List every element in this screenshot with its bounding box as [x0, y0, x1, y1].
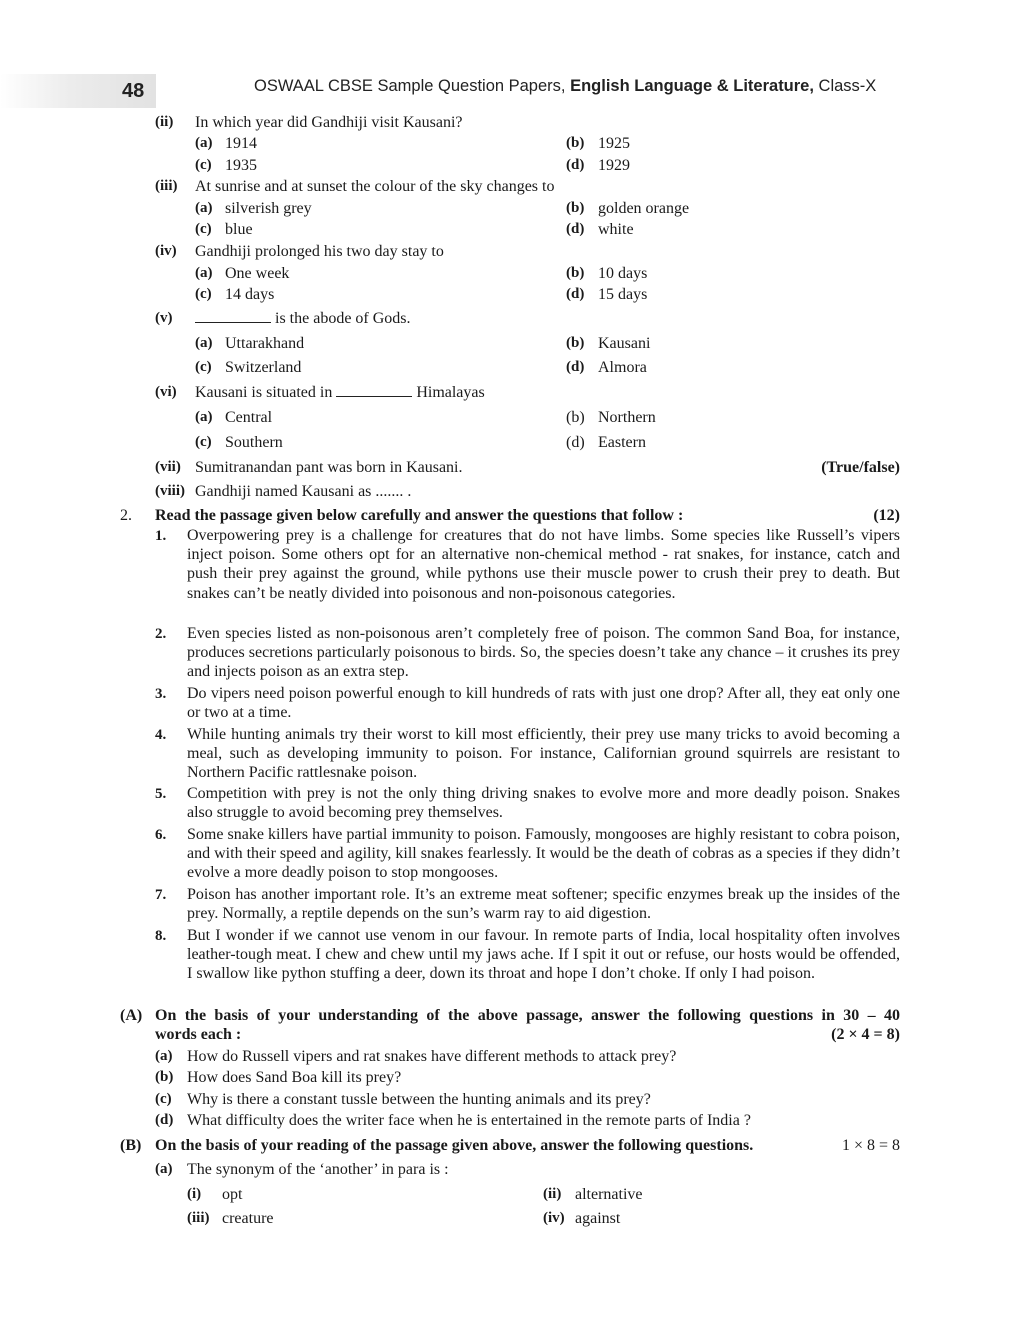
question-text: Sumitranandan pant was born in Kausani. [195, 459, 463, 476]
question-label: (ii) [155, 114, 174, 130]
fill-in-blank [195, 309, 271, 323]
option-label: (a) [195, 200, 213, 216]
option-text: blue [225, 221, 253, 238]
option-label: (d) [566, 359, 585, 375]
paragraph-number: 3. [155, 686, 167, 702]
option-label: (i) [187, 1186, 202, 1202]
option-text: Southern [225, 434, 283, 451]
option-label: (a) [195, 135, 213, 151]
question-text: At sunrise and at sunset the colour of the sky changes to [195, 178, 555, 195]
subquestion-label: (a) [155, 1048, 173, 1064]
option-label: (iv) [543, 1210, 565, 1226]
question-label: (viii) [155, 483, 185, 499]
question-number: 2. [120, 507, 132, 524]
option-text: silverish grey [225, 200, 312, 217]
question-text: Himalayas [416, 384, 485, 401]
option-text: Central [225, 409, 273, 426]
option-text: against [575, 1210, 621, 1227]
option-label: (a) [195, 409, 213, 425]
subquestion-text: What difficulty does the writer face when he is entertained in the remote parts of India ? [187, 1112, 751, 1129]
option-label: (d) [566, 221, 585, 237]
subquestion-label: (a) [155, 1161, 173, 1177]
header-subject: English Language & Literature, [570, 77, 814, 95]
option-text: Almora [598, 359, 647, 376]
option-label: (a) [195, 335, 213, 351]
question-text: In which year did Gandhiji visit Kausani? [195, 114, 463, 131]
option-text: One week [225, 265, 290, 282]
marks: (2 × 4 = 8) [831, 1026, 900, 1043]
section-instruction-cont: words each : [155, 1026, 242, 1043]
question-text: Kausani is situated in [195, 384, 333, 401]
running-header [254, 77, 876, 96]
paragraph-number: 5. [155, 786, 167, 802]
true-false-tag: (True/false) [821, 459, 900, 476]
header-class: Class-X [813, 77, 877, 95]
passage-paragraph: While hunting animals try their worst to kill most efficiently, their prey use many tricks to avoid becoming a meal, such as developing immunity to poison. For instance, Californian ground squirrels are resistant to Northern Pacific rattlesnake poison. [187, 726, 900, 782]
question-text: Gandhiji named Kausani as ....... . [195, 483, 412, 500]
paragraph-number: 2. [155, 626, 167, 642]
option-text: 10 days [598, 265, 648, 282]
option-text: Northern [598, 409, 656, 426]
option-text: opt [222, 1186, 243, 1203]
page-number: 48 [122, 80, 145, 102]
question-label: (vi) [155, 384, 177, 400]
header-prefix: OSWAAL CBSE Sample Question Papers, [254, 77, 571, 95]
option-label: (iii) [187, 1210, 210, 1226]
passage-instruction: Read the passage given below carefully and answer the questions that follow : [155, 507, 684, 524]
passage-paragraph: Overpowering prey is a challenge for creatures that do not have limbs. Some species like Russell’s vipers inject poison. Some others opt for an alternative non-chemical method - rat snakes, for instance, catch and push their prey against the ground, while pythons use their muscle power to crush their prey to death. But snakes can’t be neatly divided into poisonous and non-poisonous categories. [187, 527, 900, 602]
question-text: is the abode of Gods. [275, 310, 411, 327]
question-label: (iv) [155, 243, 177, 259]
question-text-line [195, 383, 485, 402]
option-text: Switzerland [225, 359, 302, 376]
paragraph-number: 1. [155, 528, 167, 544]
option-label: (ii) [543, 1186, 562, 1202]
option-text: 1925 [598, 135, 630, 152]
option-label: (c) [195, 434, 212, 450]
subquestion-text: How do Russell vipers and rat snakes have different methods to attack prey? [187, 1048, 677, 1065]
option-text: Kausani [598, 335, 651, 352]
paragraph-number: 6. [155, 827, 167, 843]
marks: 1 × 8 = 8 [841, 1137, 900, 1154]
option-text: golden orange [598, 200, 690, 217]
question-label: (vii) [155, 459, 181, 475]
subquestion-label: (d) [155, 1112, 174, 1128]
question-label: (v) [155, 310, 173, 326]
option-label: (b) [566, 265, 585, 281]
section-label: (A) [120, 1007, 143, 1024]
option-label: (d) [566, 286, 585, 302]
option-text: white [598, 221, 634, 238]
paragraph-number: 8. [155, 928, 167, 944]
option-label: (c) [195, 221, 212, 237]
option-label: (b) [566, 200, 585, 216]
subquestion-text: Why is there a constant tussle between the hunting animals and its prey? [187, 1091, 651, 1108]
option-text: 15 days [598, 286, 648, 303]
section-label: (B) [120, 1137, 142, 1154]
passage-paragraph: Even species listed as non-poisonous aren’t completely free of poison. The common Sand Boa, for instance, produces secretions particularly poisonous to birds. So, the species doesn’t take any chance – it crushes its prey and injects poison as an extra step. [187, 625, 900, 681]
passage-paragraph: Competition with prey is not the only thing driving snakes to evolve more and more deadly poison. Snakes also struggle to avoid becoming prey themselves. [187, 785, 900, 822]
option-label: (c) [195, 286, 212, 302]
option-label: (d) [566, 157, 585, 173]
option-label: (b) [566, 335, 585, 351]
question-text-line [195, 309, 411, 328]
option-label: (d) [566, 434, 585, 451]
option-text: 14 days [225, 286, 275, 303]
option-label: (b) [566, 135, 585, 151]
passage-paragraph: But I wonder if we cannot use venom in our favour. In remote parts of India, local hospitality often involves leather-tough meat. I chew and chew until my jaws ache. If I spit it out or refuse, our hosts would be offended, I swallow like python stuffing a deer, down its throat and hope I don’t choke. If only I had poison. [187, 927, 900, 983]
paragraph-number: 7. [155, 887, 167, 903]
subquestion-text: How does Sand Boa kill its prey? [187, 1069, 402, 1086]
option-text: 1935 [225, 157, 257, 174]
option-text: 1914 [225, 135, 257, 152]
option-text: alternative [575, 1186, 643, 1203]
question-text: Gandhiji prolonged his two day stay to [195, 243, 444, 260]
question-label: (iii) [155, 178, 178, 194]
option-label: (a) [195, 265, 213, 281]
option-text: Uttarakhand [225, 335, 305, 352]
passage-paragraph: Do vipers need poison powerful enough to kill hundreds of rats with just one drop? After all, they eat only one or two at a time. [187, 685, 900, 722]
passage-paragraph: Poison has another important role. It’s an extreme meat softener; specific enzymes break up the insides of the prey. Normally, a reptile depends on the sun’s warm ray to aid digestion. [187, 886, 900, 923]
subquestion-text: The synonym of the ‘another’ in para is : [187, 1161, 449, 1178]
section-instruction: On the basis of your understanding of the above passage, answer the following questions in 30 – 40 [155, 1007, 900, 1024]
option-label: (b) [566, 409, 585, 426]
option-text: creature [222, 1210, 274, 1227]
passage-paragraph: Some snake killers have partial immunity to poison. Famously, mongooses are highly resistant to cobra poison, and with their speed and agility, kill snakes fearlessly. It would be the death of cobras as a species if they didn’t evolve a more deadly poison to stop mongooses. [187, 826, 900, 882]
option-text: 1929 [598, 157, 630, 174]
option-text: Eastern [598, 434, 646, 451]
fill-in-blank [336, 383, 412, 397]
subquestion-label: (c) [155, 1091, 172, 1107]
option-label: (c) [195, 359, 212, 375]
section-instruction: On the basis of your reading of the passage given above, answer the following questions. [155, 1137, 754, 1154]
marks: (12) [873, 507, 900, 524]
paragraph-number: 4. [155, 727, 167, 743]
subquestion-label: (b) [155, 1069, 174, 1085]
option-label: (c) [195, 157, 212, 173]
